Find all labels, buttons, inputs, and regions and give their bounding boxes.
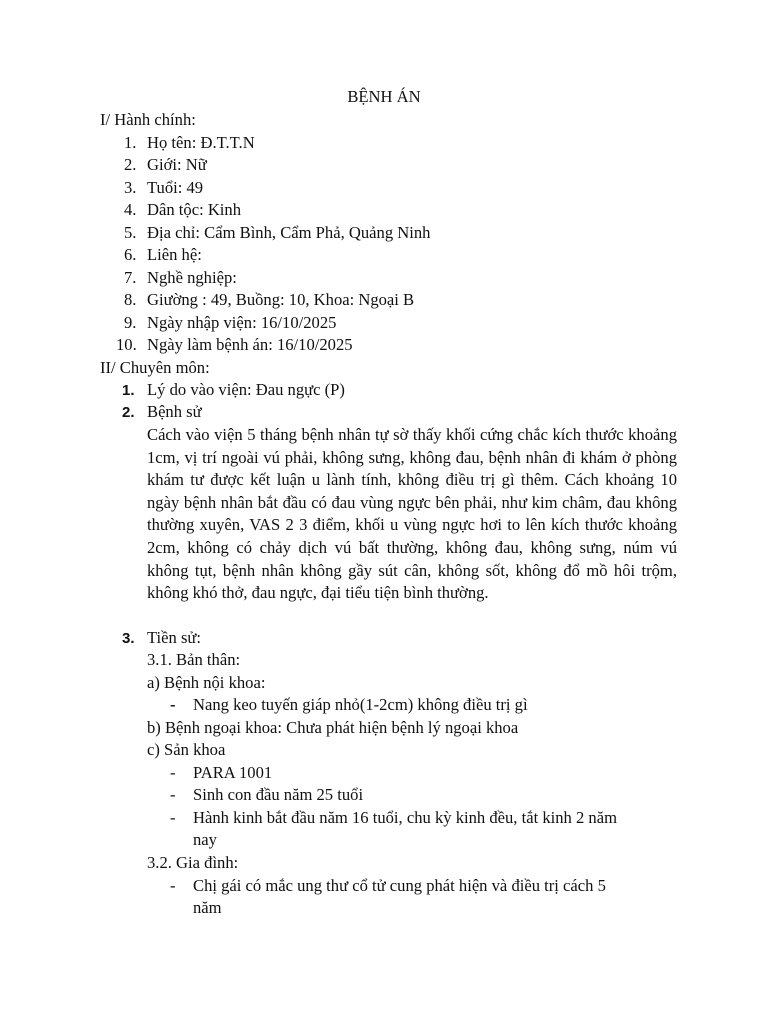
bullet-dash: - [170,763,176,782]
list-item-occupation: Nghề nghiệp: [147,268,237,287]
bullet-dash: - [170,876,176,895]
list-number: 7. [124,268,137,287]
list-number: 9. [124,313,137,332]
list-number: 2. [124,155,137,174]
family-history-heading: 3.2. Gia đình: [147,853,239,872]
obstetric-item: Hành kinh bắt đầu năm 16 tuổi, chu kỳ kinh đều, tắt kinh 2 năm [193,808,617,827]
list-item-gender: Giới: Nữ [147,155,207,174]
list-number: 6. [124,245,137,264]
list-number: 1. [122,382,135,399]
surgical-history: b) Bệnh ngoại khoa: Chưa phát hiện bệnh lý ngoại khoa [147,718,519,737]
list-item-name: Họ tên: Đ.T.T.N [147,133,255,152]
list-number: 5. [124,223,137,242]
obstetric-item-continued: nay [193,830,217,849]
family-history-item: Chị gái có mắc ung thư cổ tử cung phát hiện và điều trị cách 5 [193,876,606,895]
history-paragraph: Cách vào viện 5 tháng bệnh nhân tự sờ thấy khối cứng chắc kích thước khoảng 1cm, vị trí ngoài vú phải, không sưng, không đau, bệnh nhân đi khám ở phòng khám tư được kết luận u lành tính, không điều trị gì thêm. Cách khoảng 10 ngày bệnh nhân bắt đầu có đau vùng ngực bên phải, như kim châm, đau không thường xuyên, VAS 2 3 điểm, khối u vùng ngực hơi to lên kích thước khoảng 2cm, không có chảy dịch vú bất thường, không đau, không sưng, núm vú không tụt, bệnh nhân không gầy sút cân, không sốt, không đổ mồ hôi trộm, không khó thở, đau ngực, đại tiểu tiện bình thường. [147,425,677,603]
bullet-dash: - [170,808,176,827]
list-item-bed-ward: Giường : 49, Buồng: 10, Khoa: Ngoại B [147,290,415,309]
list-number: 2. [122,404,135,421]
bullet-dash: - [170,785,176,804]
obstetric-item: Sinh con đầu năm 25 tuổi [193,785,364,804]
list-item-address: Địa chỉ: Cẩm Bình, Cẩm Phả, Quảng Ninh [147,223,431,242]
history-label: Bệnh sử [147,402,202,421]
list-number: 3. [122,630,135,647]
past-history-label: Tiền sử: [147,628,202,647]
family-history-item-continued: năm [193,898,222,917]
list-number: 1. [124,133,137,152]
reason-for-admission: Lý do vào viện: Đau ngực (P) [147,380,345,399]
list-item-contact: Liên hệ: [147,245,202,264]
section-heading-administrative: I/ Hành chính: [100,110,196,129]
section-heading-clinical: II/ Chuyên môn: [100,358,210,377]
list-item-age: Tuổi: 49 [147,178,204,197]
obstetric-heading: c) Sản khoa [147,740,226,759]
obstetric-item: PARA 1001 [193,763,273,782]
list-item-admission-date: Ngày nhập viện: 16/10/2025 [147,313,337,332]
internal-medicine-item: Nang keo tuyến giáp nhỏ(1-2cm) không điều trị gì [193,695,528,714]
list-item-record-date: Ngày làm bệnh án: 16/10/2025 [147,335,353,354]
list-number: 4. [124,200,137,219]
document-title: BỆNH ÁN [347,87,421,106]
list-number: 8. [124,290,137,309]
list-number: 3. [124,178,137,197]
list-item-ethnicity: Dân tộc: Kinh [147,200,242,219]
self-history-heading: 3.1. Bản thân: [147,650,241,669]
list-number: 10. [116,335,137,354]
bullet-dash: - [170,695,176,714]
internal-medicine-heading: a) Bệnh nội khoa: [147,673,266,692]
